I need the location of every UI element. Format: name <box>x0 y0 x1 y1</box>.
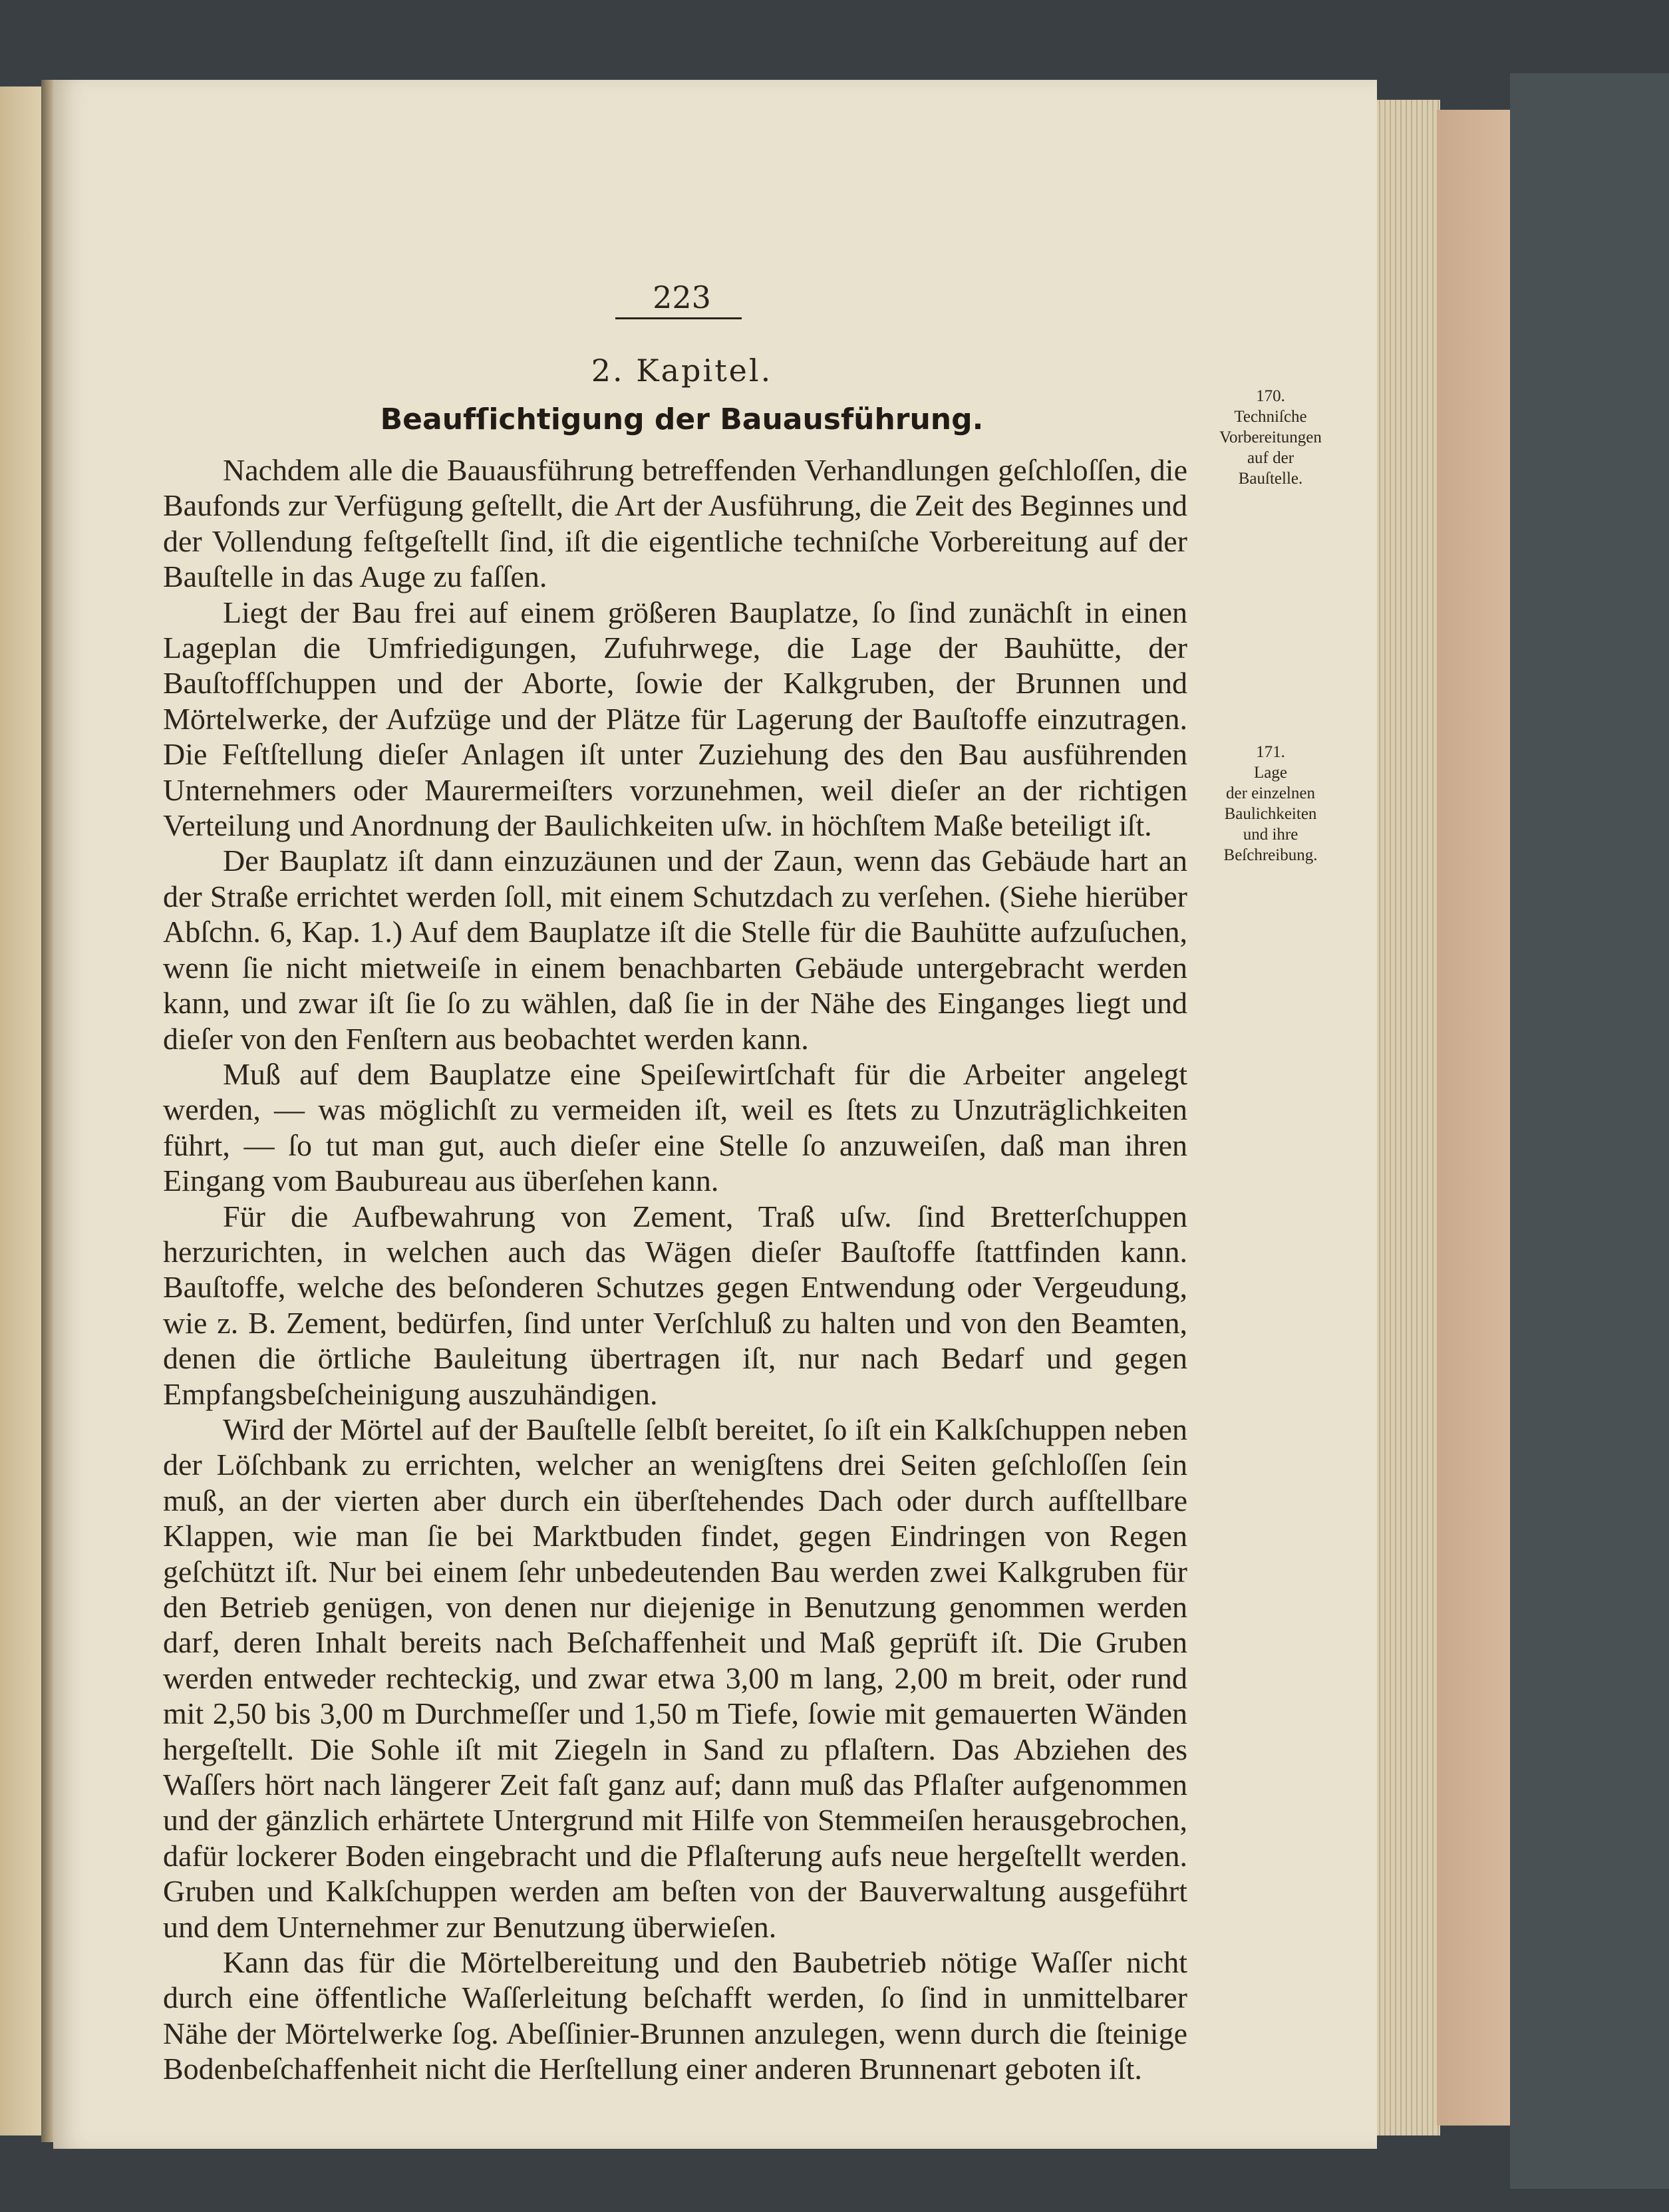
margin-note-line: Beſchreibung. <box>1223 846 1318 864</box>
paragraph: Muß auf dem Bauplatze eine Speiſewirtſchaft für die Arbeiter angelegt werden, — was möglichſt zu vermeiden iſt, weil es ſtets zu Unzuträglichkeiten führt, — ſo tut man gut, auch dieſer eine Stelle ſo anzuweiſen, daß man ihren Eingang vom Baubureau aus überſehen kann. <box>163 1056 1187 1198</box>
margin-note-line: der einzelnen <box>1226 784 1315 802</box>
cover-edge <box>1437 110 1510 2126</box>
paragraph: Kann das für die Mörtelbereitung und den Baubetrieb nötige Waſſer nicht durch eine öffentliche Waſſerleitung beſchafft werden, ſo ſind in unmittelbarer Nähe der Mörtelwerke ſog. Abeſſinier-Brunnen anzulegen, wenn durch die ſteinige Bodenbeſchaffenheit nicht die Herſtellung einer anderen Brunnenart geboten iſt. <box>163 1945 1187 2086</box>
book-board <box>1510 73 1669 2189</box>
margin-note-171 <box>1201 742 1340 866</box>
paragraph: Der Bauplatz iſt dann einzuzäunen und der Zaun, wenn das Gebäude hart an der Straße errichtet werden ſoll, mit einem Schutzdach zu verſehen. (Siehe hierüber Abſchn. 6, Kap. 1.) Auf dem Bauplatze iſt die Stelle für die Bauhütte aufzuſuchen, wenn ſie nicht mietweiſe in einem benachbarten Gebäude untergebracht werden kann, und zwar iſt ſie ſo zu wählen, daß ſie in der Nähe des Einganges liegt und dieſer von den Fenſtern aus beobachtet werden kann. <box>163 844 1187 1056</box>
margin-note-line: und ihre <box>1243 826 1298 844</box>
margin-note-number: 171. <box>1256 743 1285 761</box>
book-page <box>53 80 1377 2149</box>
margin-note-line: Lage <box>1254 764 1287 782</box>
margin-note-line: Vorbereitungen <box>1219 428 1322 446</box>
margin-note-line: auf der <box>1247 449 1294 467</box>
margin-note-number: 170. <box>1256 387 1285 405</box>
paragraph: Liegt der Bau frei auf einem größeren Bauplatze, ſo ſind zunächſt in einen Lageplan die Umfriedigungen, Zufuhrwege, die Lage der Bauhütte, der Bauſtoffſchuppen und der Aborte, ſowie der Kalkgruben, der Brunnen und Mörtelwerke, der Aufzüge und der Plätze für Lagerung der Bauſtoffe einzutragen. Die Feſtſtellung dieſer Anlagen iſt unter Zuziehung des den Bau ausführenden Unternehmers oder Maurermeiſters vorzunehmen, weil dieſer an der richtigen Verteilung und Anordnung der Baulichkeiten uſw. in höchſtem Maße beteiligt iſt. <box>163 595 1187 843</box>
margin-note-170 <box>1201 386 1340 489</box>
paragraph: Wird der Mörtel auf der Bauſtelle ſelbſt bereitet, ſo iſt ein Kalkſchuppen neben der Löſchbank zu errichten, welcher an wenigſtens drei Seiten geſchloſſen ſein muß, an der vierten aber durch ein überſtehendes Dach oder durch aufſtellbare Klappen, wie man ſie bei Marktbuden findet, gegen Eindringen von Regen geſchützt iſt. Nur bei einem ſehr unbedeutenden Bau werden zwei Kalkgruben für den Betrieb genügen, von denen nur diejenige in Benutzung genommen werden darf, deren Inhalt bereits nach Beſchaffenheit und Maß geprüft iſt. Die Gruben werden entweder rechteckig, und zwar etwa 3,00 m lang, 2,00 m breit, oder rund mit 2,50 bis 3,00 m Durchmeſſer und 1,50 m Tiefe, ſowie mit gemauerten Wänden hergeſtellt. Die Sohle iſt mit Ziegeln in Sand zu pflaſtern. Das Abziehen des Waſſers hört nach längerer Zeit faſt ganz auf; dann muß das Pflaſter aufgenommen und der gänzlich erhärtete Untergrund mit Hilfe von Stemmeiſen herausgebrochen, dafür lockerer Boden eingebracht und die Pflaſterung aufs neue hergeſtellt werden. Gruben und Kalkſchuppen werden am beſten von der Bauverwaltung ausgeführt und dem Unternehmer zur Benutzung überwieſen. <box>163 1412 1187 1944</box>
page-number-rule <box>615 317 742 319</box>
page-number: 223 <box>653 279 711 315</box>
paragraph: Für die Aufbewahrung von Zement, Traß uſw. ſind Bretterſchuppen herzurichten, in welchen auch das Wägen dieſer Bauſtoffe ſtattfinden kann. Bauſtoffe, welche des beſonderen Schutzes gegen Entwendung oder Vergeudung, wie z. B. Zement, bedürfen, ſind unter Verſchluß zu halten und von den Beamten, denen die örtliche Bauleitung übertragen iſt, nur nach Bedarf und gegen Empfangsbeſcheinigung auszuhändigen. <box>163 1199 1187 1411</box>
chapter-heading: 2. Kapitel. <box>591 353 773 389</box>
chapter-title: Beaufſichtigung der Bauausführung. <box>380 402 984 436</box>
facing-page-edge <box>0 86 43 2135</box>
paragraph: Nachdem alle die Bauausführung betreffenden Verhandlungen geſchloſſen, die Baufonds zur Verfügung geſtellt, die Art der Ausführung, die Zeit des Beginnes und der Vollendung feſtgeſtellt ſind, iſt die eigentliche techniſche Vorbereitung auf der Bauſtelle in das Auge zu faſſen. <box>163 453 1187 594</box>
margin-note-line: Techniſche <box>1234 408 1307 426</box>
margin-note-line: Bauſtelle. <box>1238 470 1303 488</box>
body-text <box>163 452 1187 2087</box>
margin-note-line: Baulichkeiten <box>1224 805 1317 823</box>
